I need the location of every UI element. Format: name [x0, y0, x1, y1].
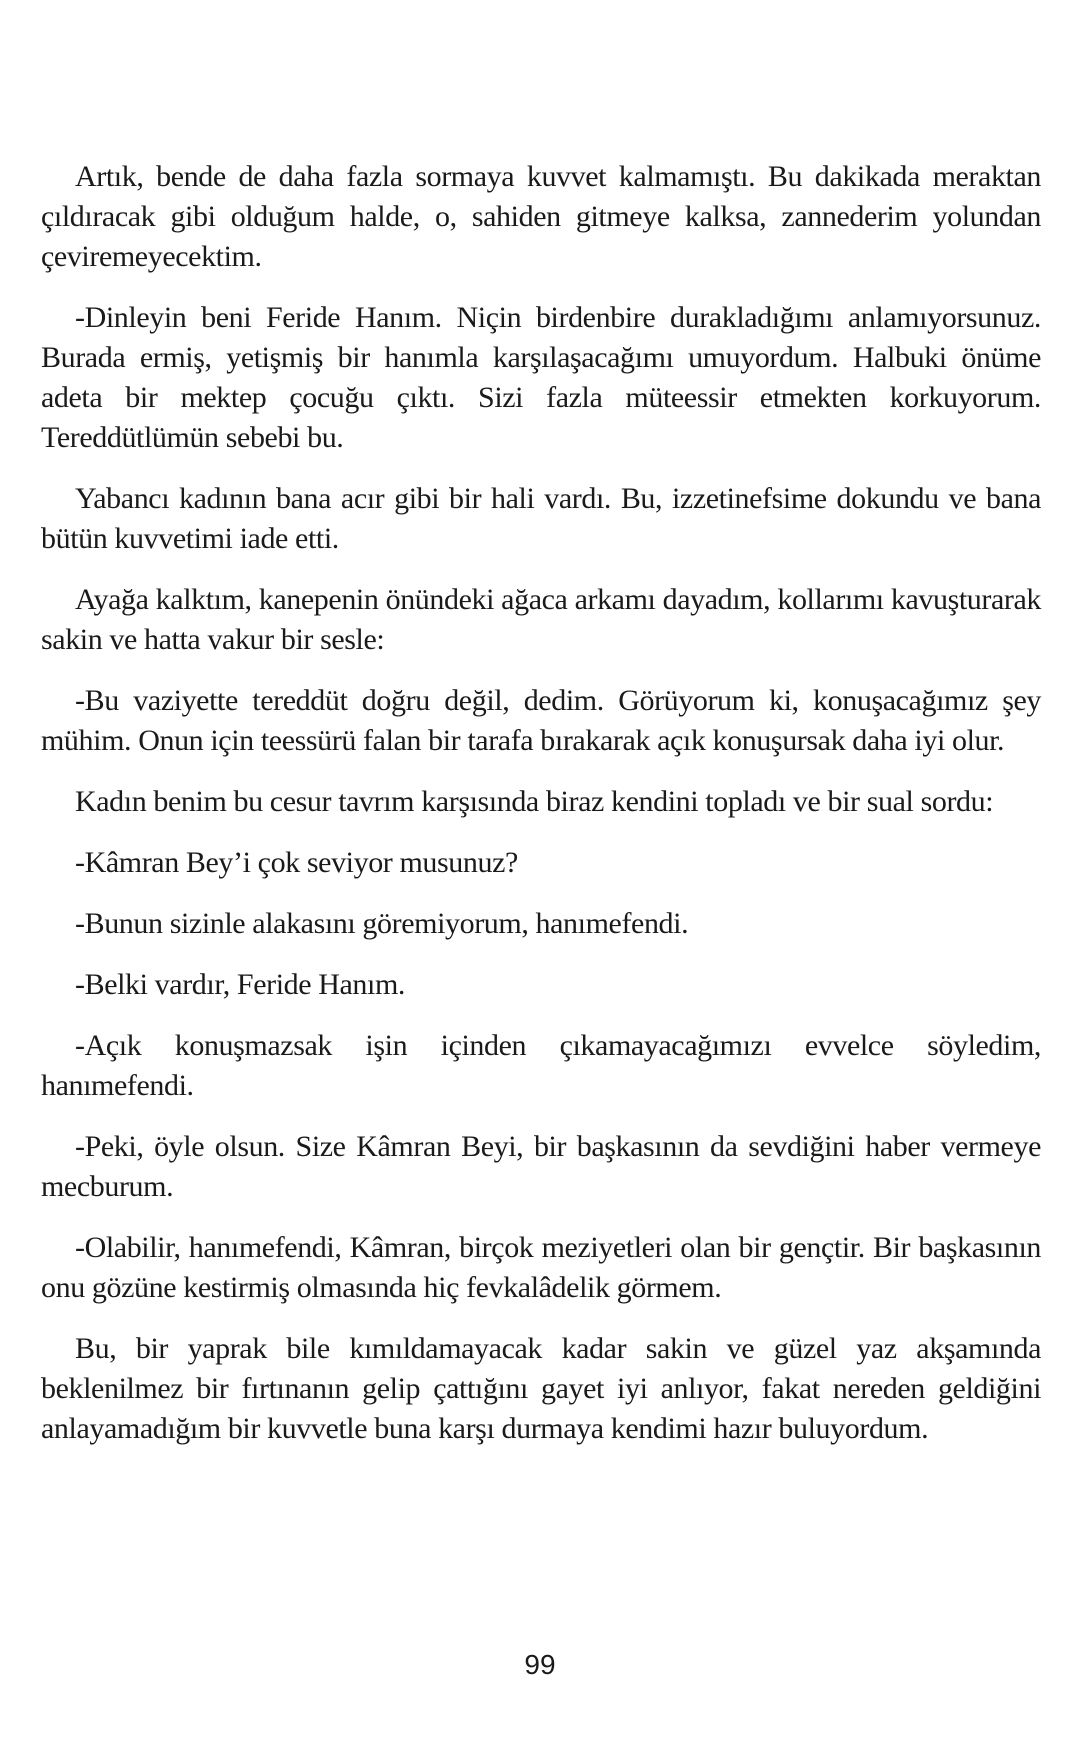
paragraph: -Olabilir, hanımefendi, Kâmran, birçok meziyetleri olan bir gençtir. Bir başkasının onu gözüne kestirmiş olmasında hiç fevkalâdelik görmem.: [41, 1231, 1041, 1304]
paragraph: -Belki vardır, Feride Hanım.: [75, 968, 406, 1001]
paragraph: Artık, bende de daha fazla sormaya kuvvet kalmamıştı. Bu dakikada meraktan çıldıracak gibi olduğum halde, o, sahiden gitmeye kalksa, zannederim yolundan çeviremeyecektim.: [41, 160, 1041, 273]
paragraph: Bu, bir yaprak bile kımıldamayacak kadar sakin ve güzel yaz akşamında beklenilmez bir fırtınanın gelip çattığını gayet iyi anlıyor, fakat nereden geldiğini anlayamadığım bir kuvvetle buna karşı durmaya kendimi hazır buluyordum.: [41, 1332, 1041, 1445]
paragraph: Kadın benim bu cesur tavrım karşısında biraz kendini topladı ve bir sual sordu:: [75, 785, 994, 818]
paragraph: -Dinleyin beni Feride Hanım. Niçin birdenbire durakladığımı anlamıyorsunuz. Burada ermiş, yetişmiş bir hanımla karşılaşacağımı umuyordum. Halbuki önüme adeta bir mektep çocuğu çıktı. Sizi fazla müteessir etmekten korkuyorum. Tereddütlümün sebebi bu.: [41, 301, 1041, 454]
page-body: [41, 157, 1041, 1470]
paragraph: Ayağa kalktım, kanepenin önündeki ağaca arkamı dayadım, kollarımı kavuşturarak sakin ve hatta vakur bir sesle:: [41, 583, 1041, 656]
paragraph: -Bunun sizinle alakasını göremiyorum, hanımefendi.: [75, 907, 689, 940]
paragraph: -Peki, öyle olsun. Size Kâmran Beyi, bir başkasının da sevdiğini haber vermeye mecburum.: [41, 1130, 1041, 1203]
paragraph: -Bu vaziyette tereddüt doğru değil, dedim. Görüyorum ki, konuşacağımız şey mühim. Onun için teessürü falan bir tarafa bırakarak açık konuşursak daha iyi olur.: [41, 684, 1041, 757]
paragraph: -Açık konuşmazsak işin içinden çıkamayacağımızı evvelce söyledim, hanımefendi.: [41, 1029, 1041, 1102]
page-number: 99: [524, 1649, 556, 1680]
paragraph: -Kâmran Bey’i çok seviyor musunuz?: [75, 846, 518, 879]
paragraph: Yabancı kadının bana acır gibi bir hali vardı. Bu, izzetinefsime dokundu ve bana bütün kuvvetimi iade etti.: [41, 482, 1041, 555]
